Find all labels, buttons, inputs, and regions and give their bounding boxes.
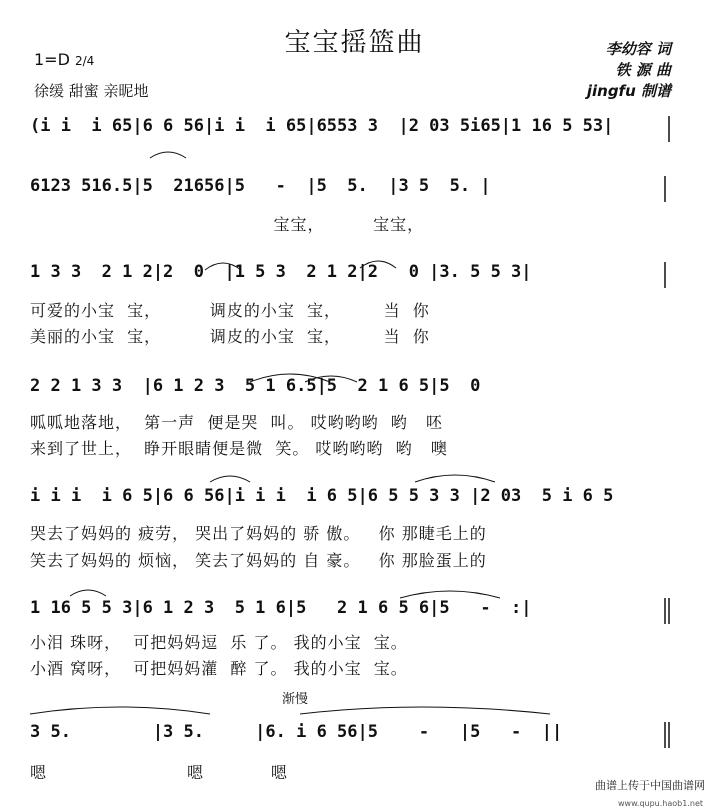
slur-mark [30, 707, 210, 714]
slur-mark [400, 591, 500, 598]
tempo-marking: 徐缓 甜蜜 亲昵地 [34, 82, 149, 100]
slur-mark [70, 590, 106, 596]
page-title: 宝宝摇篮曲 [284, 28, 425, 58]
tempo-change-marking: 渐慢 [282, 692, 309, 707]
slur-mark [150, 152, 186, 158]
slur-mark [300, 707, 550, 714]
lyric-line: 美丽的小宝 宝， 调皮的小宝 宝， 当 你 [30, 327, 430, 346]
site-footer: 曲谱上传于中国曲谱网 [595, 779, 705, 792]
notation-line: i i i i 6 5|6 6 56|i i i i 6 5|6 5 5 3 3 |2 03 5 i 6 5 [30, 486, 614, 506]
lyric-line: 可爱的小宝 宝， 调皮的小宝 宝， 当 你 [30, 301, 430, 320]
time-signature: 2/4 [75, 54, 95, 68]
notation-line: (i i i 65|6 6 56|i i i 65|6553 3 |2 03 5i65|1 16 5 53| [30, 116, 614, 136]
lyric-line: 哭去了妈妈的 疲劳， 哭出了妈妈的 骄 傲。 你 那睫毛上的 [30, 524, 487, 543]
key-label: 1=D [34, 50, 70, 69]
watermark-url: www.qupu.haob1.net [618, 799, 703, 808]
lyric-line: 嗯 嗯 嗯 [30, 763, 288, 782]
slur-mark [360, 261, 396, 268]
notation-line: 1 16 5 5 3|6 1 2 3 5 1 6|5 2 1 6 5 6|5 - :| [30, 598, 532, 618]
notation-line: 2 2 1 3 3 |6 1 2 3 5 1 6.5|5 2 1 6 5|5 0 [30, 376, 481, 396]
slur-mark [210, 476, 250, 482]
lyric-line: 小泪 珠呀， 可把妈妈逗 乐 了。 我的小宝 宝。 [30, 633, 408, 652]
lyricist-credit: 李幼容 词 [605, 40, 671, 58]
slur-mark [205, 263, 241, 270]
engraver-credit: jingfu 制谱 [586, 82, 671, 100]
lyric-line: 呱呱地落地， 第一声 便是哭 叫。 哎哟哟哟 哟 呸 [30, 413, 444, 432]
notation-line: 1 3 3 2 1 2|2 0 |1 5 3 2 1 2|2 0 |3. 5 5 3| [30, 262, 532, 282]
lyric-line: 小酒 窝呀， 可把妈妈灌 醉 了。 我的小宝 宝。 [30, 659, 408, 678]
lyric-line: 来到了世上， 睁开眼睛便是微 笑。 哎哟哟哟 哟 噢 [30, 439, 448, 458]
composer-credit: 铁 源 曲 [615, 61, 671, 79]
lyric-line: 笑去了妈妈的 烦恼， 笑去了妈妈的 自 豪。 你 那脸蛋上的 [30, 551, 487, 570]
notation-line: 3 5. |3 5. |6. i 6 56|5 - |5 - || [30, 722, 563, 742]
notation-line: 6123 516.5|5 21656|5 - |5 5. |3 5 5. | [30, 176, 491, 196]
lyric-line: 宝宝， 宝宝， [30, 215, 425, 234]
slur-mark [415, 475, 495, 482]
